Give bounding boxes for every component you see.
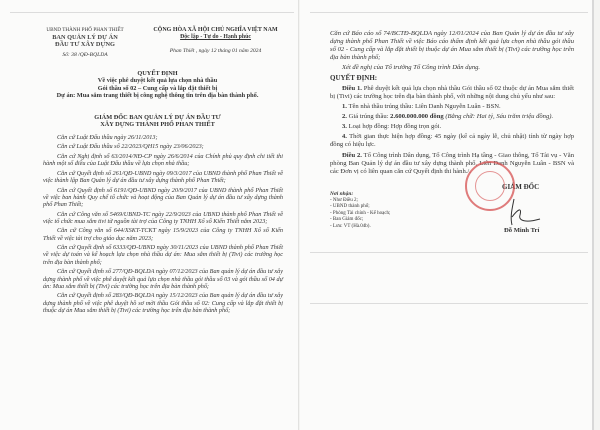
national-header [138, 27, 293, 55]
legal-bases [43, 134, 283, 316]
article-1-text: Phê duyệt kết quả lựa chọn nhà thầu Gói thầu số 02 thuộc dự án Mua sắm thiết bị (Tivi) các trường học trên địa bàn thành phố, với những nội dung chủ yếu như sau: [330, 84, 574, 100]
legal-basis: Căn cứ Quyết định số 261/QĐ-UBND ngày 09/3/2017 của UBND thành phố Phan Thiết về việc thành lập Ban Quản lý dự án đầu tư xây dựng thành phố Phan Thiết; [43, 169, 283, 185]
org-line1: BAN QUẢN LÝ DỰ ÁN [52, 34, 118, 41]
item-4 [330, 133, 574, 149]
motto: Độc lập - Tự do - Hạnh phúc [180, 34, 251, 41]
legal-basis: Căn cứ Công văn số 644/XSKT-TCKT ngày 15/9/2023 của Công ty TNHH Xổ số Kiến Thiết về việc tài trợ cho giáo dục năm 2023; [43, 227, 283, 242]
legal-basis: Căn cứ Quyết định số 277/QĐ-BQLDA ngày 07/12/2023 của Ban quản lý dự án đầu tư xây dựng thành phố về việc phê duyệt kết quả lựa chọn nhà thầu gói thầu số 03 và gói thầu số 04 dự án: Mua sắm thiết bị (Tivi) các trường học trên địa bàn thành phố; [43, 268, 283, 290]
legal-basis: Căn cứ Công văn số 5469/UBND-TC ngày 22/9/2023 của UBND thành phố Phan Thiết về việc tổ chức mua sắm tivi từ nguồn tài trợ của Công ty TNHH Xổ số Kiến Thiết năm 2023; [43, 210, 283, 225]
title-line2: Gói thầu số 02 – Cung cấp và lắp đặt thiết bị [97, 84, 218, 92]
org-line2: ĐẦU TƯ XÂY DỰNG [55, 41, 115, 49]
fold-line [10, 12, 294, 13]
title-line1: Về việc phê duyệt kết quả lựa chọn nhà thầu [97, 77, 218, 85]
fold-line [310, 12, 588, 13]
official-seal [465, 161, 515, 211]
legal-basis: Căn cứ Quyết định số 6333/QĐ-UBND ngày 30/11/2023 của UBND thành phố Phan Thiết về việc dự toán và kế hoạch lựa chọn nhà thầu dự án: Mua sắm thiết bị (Tivi) các trường học trên địa bàn thành phố; [43, 244, 283, 266]
title-line3: Dự án: Mua sắm trang thiết bị công nghệ thông tin trên địa bàn thành phố. [56, 91, 259, 99]
authority-line1: GIÁM ĐỐC BAN QUẢN LÝ DỰ ÁN ĐẦU TƯ [94, 114, 221, 121]
article-2-label: Điều 2. [342, 151, 362, 159]
place-date: Phan Thiết , ngày 12 tháng 01 năm 2024 [169, 47, 262, 54]
article-2 [330, 152, 574, 176]
recipient: - UBND thành phố; [330, 204, 370, 210]
recipient: - Lưu: VT (Hà.04b). [330, 223, 371, 229]
item-number: 3. [342, 123, 347, 131]
title-heading: QUYẾT ĐỊNH [137, 70, 178, 77]
price-in-words: (Bằng chữ: Hai tỷ, Sáu trăm triệu đồng). [443, 112, 554, 120]
authority-line2: XÂY DỰNG THÀNH PHỐ PHAN THIẾT [100, 121, 215, 129]
signatory-name: Đỗ Minh Trí [504, 227, 540, 234]
contractor-name: Tên nhà thầu trúng thầu: Liên Danh Nguyễn Luân - BSN. [346, 102, 501, 110]
document-number: Số: 38 /QĐ-BQLDA [62, 51, 108, 58]
org-parent: UBND THÀNH PHỐ PHAN THIẾT [46, 27, 124, 33]
document-page-1 [0, 0, 299, 430]
signatory-title: GIÁM ĐỐC [502, 183, 540, 191]
decision-heading: QUYẾT ĐỊNH: [330, 74, 378, 83]
authority [30, 114, 285, 129]
recipients-label: Nơi nhận: [330, 191, 354, 197]
legal-basis: Căn cứ Nghị định số 63/2014/NĐ-CP ngày 26/6/2014 của Chính phủ quy định chi tiết thi hành một số điều của Luật Đấu thầu về lựa chọn nhà thầu; [43, 152, 283, 168]
legal-basis: Căn cứ Luật Đấu thầu ngày 26/11/2013; [57, 134, 158, 141]
recipient: - Ban Giám đốc; [330, 217, 364, 223]
legal-basis-continued: Căn cứ Báo cáo số 74/BCTĐ-BQLDA ngày 12/01/2024 của Ban Quản lý dự án đầu tư xây dựng thành phố Phan Thiết về việc Báo cáo thẩm định kết quả lựa chọn nhà thầu gói thầu số 02 - Cung cấp và lắp đặt thiết bị thuộc dự án Mua sắm thiết bị (Tivi) các trường học trên địa bàn thành phố; [330, 30, 574, 61]
item-number: 4. [342, 133, 347, 141]
decision-body [330, 30, 574, 178]
item-1 [330, 103, 574, 111]
item-2 [330, 113, 574, 121]
document-page-2 [300, 0, 594, 430]
item-number: 2. [342, 112, 347, 120]
recipients [330, 191, 430, 231]
item-3 [330, 123, 574, 131]
decision-title [30, 70, 285, 99]
nation-title: CỘNG HÒA XÃ HỘI CHỦ NGHĨA VIỆT NAM [153, 27, 278, 33]
article-2-text: Tổ Công trình Dân dụng, Tổ Công trình Hạ tầng - Giao thông, Tổ Tài vụ - Văn phòng Ban Quản lý dự án đầu tư xây dựng thành phố, Liên Danh Nguyễn Luân - BSN và các Đơn vị có liên quan căn cứ Quyết định thi hành./. [330, 151, 575, 175]
article-1 [330, 85, 574, 101]
recipient: - Như Điều 2; [330, 197, 358, 203]
legal-basis: Căn cứ Quyết định số 6191/QĐ-UBND ngày 20/9/2017 của UBND thành phố Phan Thiết về việc ban hành Quy chế tổ chức và hoạt động của Ban Quản lý dự án đầu tư xây dựng thành phố Phan Thiết; [43, 186, 283, 209]
contract-type: Loại hợp đồng: Hợp đồng trọn gói. [346, 123, 442, 131]
recipient: - Phòng Tài chính - Kế hoạch; [330, 210, 391, 216]
legal-basis: Căn cứ Quyết định số 283/QĐ-BQLDA ngày 15/12/2023 của Ban quản lý dự án đầu tư xây dựng thành phố về việc phê duyệt hồ sơ mời thầu Gói thầu số 02: Cung cấp và lắp đặt thiết bị thuộc dự án Mua sắm thiết bị (Tivi) các trường học trên địa bàn thành phố; [43, 292, 283, 314]
proposal-line: Xét đề nghị của Tổ trưởng Tổ Công trình Dân dụng. [342, 64, 481, 72]
contract-duration: Thời gian thực hiện hợp đồng: 45 ngày (kể cả ngày lễ, chủ nhật) tính từ ngày hợp đồng có hiệu lực. [330, 133, 574, 149]
contract-price: 2.600.000.000 đồng [390, 112, 444, 120]
item-text: Giá trúng thầu: [346, 112, 391, 120]
item-number: 1. [342, 102, 347, 110]
legal-basis: Căn cứ Luật Đấu thầu số 22/2023/QH15 ngày 23/06/2023; [57, 143, 204, 151]
issuing-org [30, 27, 140, 59]
fold-line [310, 252, 588, 253]
article-1-label: Điều 1. [342, 84, 362, 92]
fold-line [310, 303, 588, 304]
